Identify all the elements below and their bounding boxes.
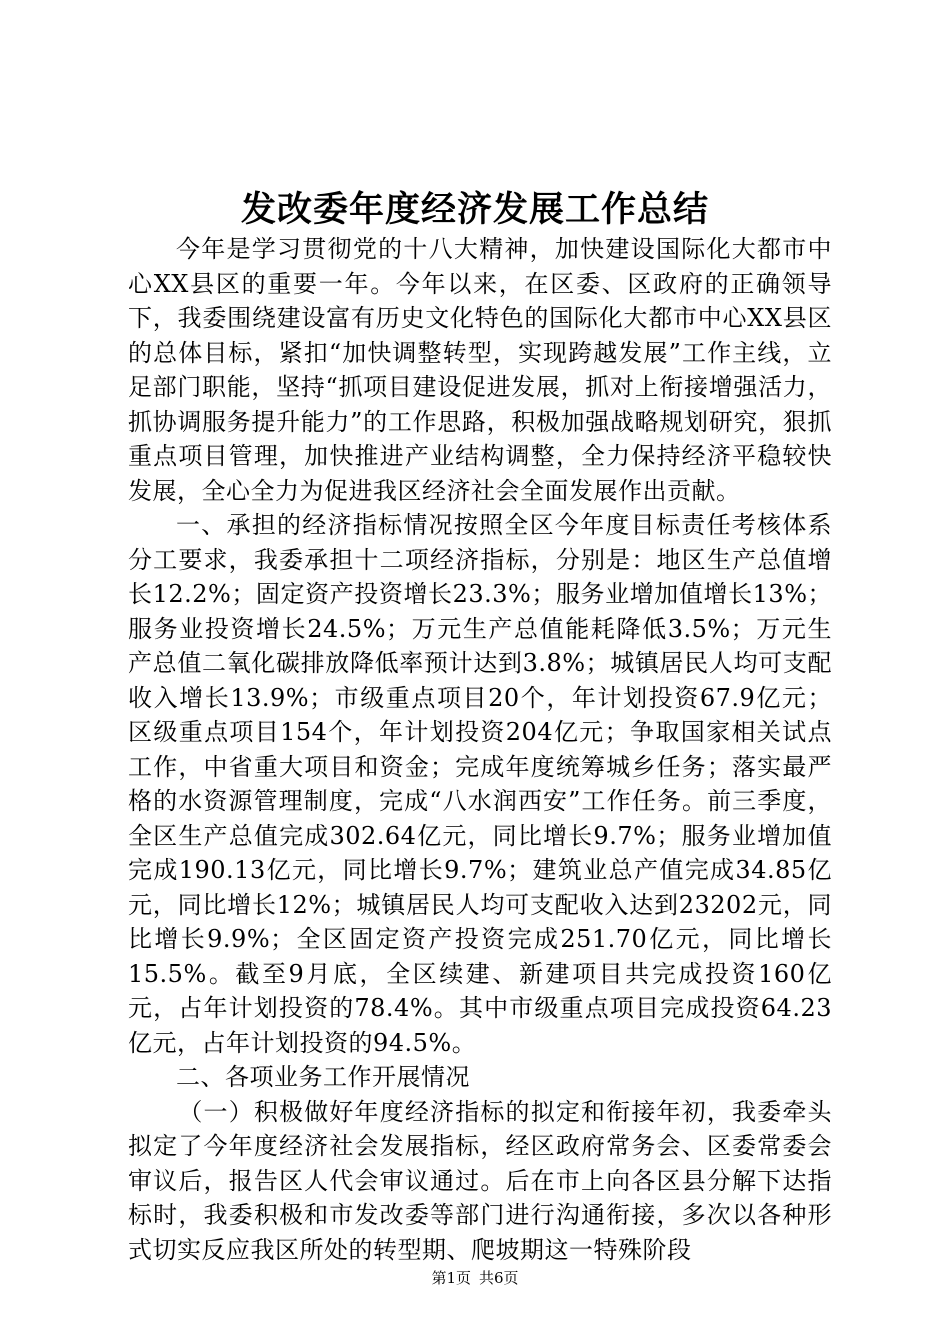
document-title: 发改委年度经济发展工作总结 xyxy=(240,189,709,230)
paragraph-intro: 今年是学习贯彻党的十八大精神，加快建设国际化大都市中心XX县区的重要一年。今年以来，在区委、区政府的正确领导下，我委围绕建设富有历史文化特色的国际化大都市中心XX县区的总体目标，紧扣“加快调整转型，实现跨越发展”工作主线，立足部门职能，坚持“抓项目建设促进发展，抓对上衔接增强活力，抓协调服务提升能力”的工作思路，积极加强战略规划研究，狠抓重点项目管理，加快推进产业结构调整，全力保持经济平稳较快发展，全心全力为促进我区经济社会全面发展作出贡献。 xyxy=(128,235,832,505)
section-heading-work-progress: 二、各项业务工作开展情况 xyxy=(176,1063,470,1091)
document-body xyxy=(128,232,832,1267)
page-total: 共6页 xyxy=(479,1269,519,1287)
paragraph-economic-indicators: 一、承担的经济指标情况按照全区今年度目标责任考核体系分工要求，我委承担十二项经济指标，分别是：地区生产总值增长12.2%；固定资产投资增长23.3%；服务业增加值增长13%；服务业投资增长24.5%；万元生产总值能耗降低3.5%；万元生产总值二氧化碳排放降低率预计达到3.8%；城镇居民人均可支配收入增长13.9%；市级重点项目20个，年计划投资67.9亿元；区级重点项目154个，年计划投资204亿元；争取国家相关试点工作，中省重大项目和资金；完成年度统筹城乡任务；落实最严格的水资源管理制度，完成“八水润西安”工作任务。前三季度，全区生产总值完成302.64亿元，同比增长9.7%；服务业增加值完成190.13亿元，同比增长9.7%；建筑业总产值完成34.85亿元，同比增长12%；城镇居民人均可支配收入达到23202元，同比增长9.9%；全区固定资产投资完成251.70亿元，同比增长15.5%。截至9月底，全区续建、新建项目共完成投资160亿元，占年计划投资的78.4%。其中市级重点项目完成投资64.23亿元，占年计划投资的94.5%。 xyxy=(128,511,832,1057)
page-footer xyxy=(0,1268,950,1288)
page-number: 第1页 xyxy=(431,1269,471,1287)
paragraph-indicator-drafting: （一）积极做好年度经济指标的拟定和衔接年初，我委牵头拟定了今年度经济社会发展指标，经区政府常务会、区委常委会审议后，报告区人代会审议通过。后在市上向各区县分解下达指标时，我委积极和市发改委等部门进行沟通衔接，多次以各种形式切实反应我区所处的转型期、爬坡期这一特殊阶段 xyxy=(128,1097,832,1264)
